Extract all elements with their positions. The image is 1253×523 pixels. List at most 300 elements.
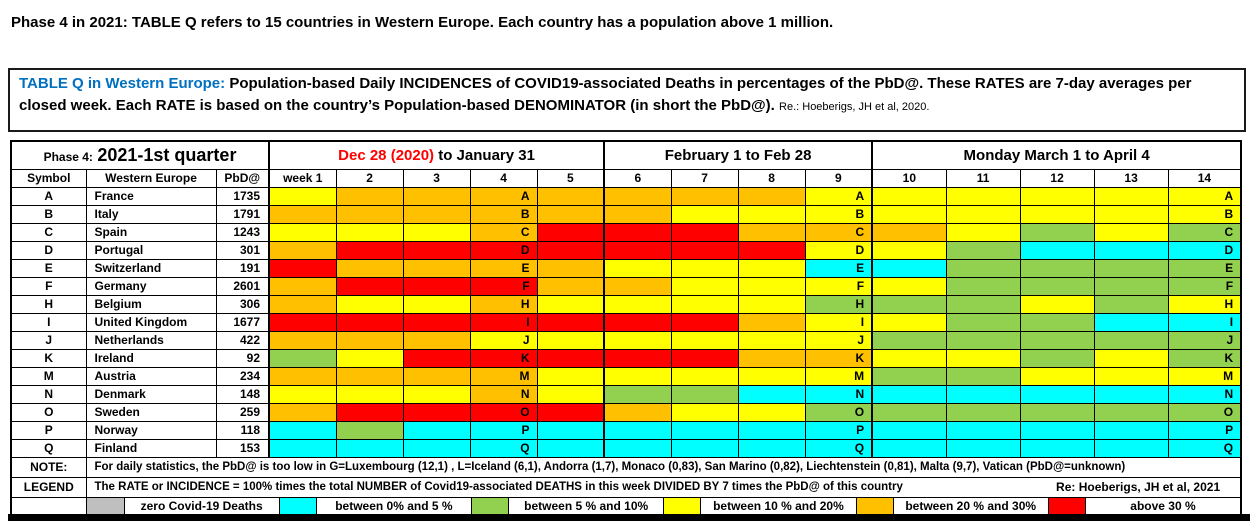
week-5-cell-Q <box>537 439 604 457</box>
week-11-cell-B <box>946 205 1020 223</box>
week-9-cell-H: H <box>805 295 872 313</box>
week-6-cell-A <box>604 187 671 205</box>
column-header-row <box>11 169 1241 187</box>
country-name-cell: Ireland <box>86 349 216 367</box>
week-4-cell-H: H <box>470 295 537 313</box>
week-5-cell-N <box>537 385 604 403</box>
week-13-cell-M <box>1094 367 1168 385</box>
week-5-cell-H <box>537 295 604 313</box>
week-3-cell-J <box>403 331 470 349</box>
symbol-cell-Q: Q <box>11 439 86 457</box>
week-12-cell-P <box>1020 421 1094 439</box>
week-1-cell-C <box>269 223 336 241</box>
week-9-cell-I: I <box>805 313 872 331</box>
week-1-cell-B <box>269 205 336 223</box>
legend-swatch-r <box>1048 498 1086 516</box>
week-12-cell-A <box>1020 187 1094 205</box>
legend-reference: Re: Hoeberigs, JH et al, 2021 <box>1056 480 1221 494</box>
legend-swatch-o <box>856 498 894 516</box>
pbd-value-cell: 1677 <box>216 313 269 331</box>
week-12-cell-E <box>1020 259 1094 277</box>
week-8-cell-E <box>738 259 805 277</box>
week-7-cell-K <box>671 349 738 367</box>
country-row-E <box>11 259 1241 277</box>
symbol-cell-K: K <box>11 349 86 367</box>
country-row-K <box>11 349 1241 367</box>
bottom-divider-bar <box>8 514 1250 521</box>
week-8-cell-H <box>738 295 805 313</box>
week-8-cell-K <box>738 349 805 367</box>
table-q <box>10 140 1242 518</box>
country-row-M <box>11 367 1241 385</box>
week-11-cell-O <box>946 403 1020 421</box>
week-12-cell-O <box>1020 403 1094 421</box>
legend-item-label: above 30 % <box>1130 498 1196 513</box>
week-6-cell-K <box>604 349 671 367</box>
week-6-cell-B <box>604 205 671 223</box>
week-13-cell-Q <box>1094 439 1168 457</box>
info-box-title: TABLE Q in Western Europe: <box>19 75 226 92</box>
week-7-cell-H <box>671 295 738 313</box>
header-symbol: Symbol <box>11 169 86 187</box>
week-2-cell-J <box>336 331 403 349</box>
week-7-cell-E <box>671 259 738 277</box>
header-week-5: 5 <box>537 169 604 187</box>
week-7-cell-P <box>671 421 738 439</box>
week-10-cell-P <box>872 421 946 439</box>
week-3-cell-D <box>403 241 470 259</box>
week-5-cell-D <box>537 241 604 259</box>
week-4-cell-B: B <box>470 205 537 223</box>
week-9-cell-P: P <box>805 421 872 439</box>
country-name-cell: Portugal <box>86 241 216 259</box>
week-3-cell-E <box>403 259 470 277</box>
country-name-cell: Italy <box>86 205 216 223</box>
legend-swatch-g <box>471 498 509 516</box>
info-box-reference: Re.: Hoeberigs, JH et al, 2020. <box>779 100 930 113</box>
week-13-cell-O <box>1094 403 1168 421</box>
week-12-cell-D <box>1020 241 1094 259</box>
week-6-cell-H <box>604 295 671 313</box>
week-14-cell-F: F <box>1168 277 1241 295</box>
country-row-J <box>11 331 1241 349</box>
week-1-cell-N <box>269 385 336 403</box>
symbol-cell-M: M <box>11 367 86 385</box>
week-2-cell-D <box>336 241 403 259</box>
week-10-cell-I <box>872 313 946 331</box>
week-12-cell-C <box>1020 223 1094 241</box>
week-4-cell-E: E <box>470 259 537 277</box>
week-6-cell-D <box>604 241 671 259</box>
week-11-cell-A <box>946 187 1020 205</box>
country-row-I <box>11 313 1241 331</box>
week-2-cell-P <box>336 421 403 439</box>
country-row-C <box>11 223 1241 241</box>
week-10-cell-K <box>872 349 946 367</box>
week-1-cell-Q <box>269 439 336 457</box>
week-8-cell-C <box>738 223 805 241</box>
week-2-cell-O <box>336 403 403 421</box>
week-10-cell-F <box>872 277 946 295</box>
week-13-cell-P <box>1094 421 1168 439</box>
week-6-cell-O <box>604 403 671 421</box>
week-13-cell-A <box>1094 187 1168 205</box>
week-14-cell-K: K <box>1168 349 1241 367</box>
week-10-cell-B <box>872 205 946 223</box>
week-10-cell-M <box>872 367 946 385</box>
week-1-cell-P <box>269 421 336 439</box>
week-9-cell-K: K <box>805 349 872 367</box>
week-2-cell-M <box>336 367 403 385</box>
week-3-cell-K <box>403 349 470 367</box>
week-13-cell-E <box>1094 259 1168 277</box>
week-10-cell-H <box>872 295 946 313</box>
week-9-cell-C: C <box>805 223 872 241</box>
header-week-10: 10 <box>872 169 946 187</box>
week-3-cell-Q <box>403 439 470 457</box>
legend-item-label: between 10 % and 20% <box>713 498 844 513</box>
country-row-P <box>11 421 1241 439</box>
pbd-value-cell: 234 <box>216 367 269 385</box>
header-week-2: 2 <box>336 169 403 187</box>
week-8-cell-F <box>738 277 805 295</box>
pbd-value-cell: 92 <box>216 349 269 367</box>
week-5-cell-B <box>537 205 604 223</box>
week-3-cell-A <box>403 187 470 205</box>
phase-label: Phase 4: <box>43 149 93 164</box>
symbol-cell-O: O <box>11 403 86 421</box>
period-header-february: February 1 to Feb 28 <box>604 141 872 169</box>
period1-highlight: Dec 28 (2020) <box>338 146 435 164</box>
week-9-cell-M: M <box>805 367 872 385</box>
week-5-cell-P <box>537 421 604 439</box>
week-9-cell-O: O <box>805 403 872 421</box>
header-week-1: week 1 <box>269 169 336 187</box>
legend-swatch-c <box>279 498 317 516</box>
week-14-cell-H: H <box>1168 295 1241 313</box>
week-1-cell-A <box>269 187 336 205</box>
week-11-cell-E <box>946 259 1020 277</box>
week-7-cell-N <box>671 385 738 403</box>
pbd-value-cell: 2601 <box>216 277 269 295</box>
week-4-cell-O: O <box>470 403 537 421</box>
week-9-cell-J: J <box>805 331 872 349</box>
pbd-value-cell: 301 <box>216 241 269 259</box>
week-4-cell-D: D <box>470 241 537 259</box>
country-row-O <box>11 403 1241 421</box>
week-2-cell-E <box>336 259 403 277</box>
week-13-cell-H <box>1094 295 1168 313</box>
week-13-cell-B <box>1094 205 1168 223</box>
week-7-cell-J <box>671 331 738 349</box>
week-11-cell-D <box>946 241 1020 259</box>
symbol-cell-E: E <box>11 259 86 277</box>
week-11-cell-H <box>946 295 1020 313</box>
week-1-cell-M <box>269 367 336 385</box>
week-11-cell-F <box>946 277 1020 295</box>
legend-item-label: zero Covid-19 Deaths <box>140 498 263 513</box>
week-1-cell-K <box>269 349 336 367</box>
week-5-cell-J <box>537 331 604 349</box>
pbd-value-cell: 306 <box>216 295 269 313</box>
legend-swatch-gray <box>87 498 125 516</box>
pbd-value-cell: 191 <box>216 259 269 277</box>
week-12-cell-F <box>1020 277 1094 295</box>
week-4-cell-Q: Q <box>470 439 537 457</box>
week-2-cell-K <box>336 349 403 367</box>
header-week-6: 6 <box>604 169 671 187</box>
header-week-11: 11 <box>946 169 1020 187</box>
week-3-cell-B <box>403 205 470 223</box>
symbol-cell-D: D <box>11 241 86 259</box>
week-11-cell-M <box>946 367 1020 385</box>
note-text: For daily statistics, the PbD@ is too low in G=Luxembourg (12,1) , L=Iceland (6,1), Andorra (1,7), Monaco (0,83), San Marino (0,82), Liechtenstein (0,81), Malta (9,7), Vatican (PbD@=unknown) <box>86 457 1241 477</box>
week-1-cell-E <box>269 259 336 277</box>
week-4-cell-C: C <box>470 223 537 241</box>
week-11-cell-C <box>946 223 1020 241</box>
week-9-cell-F: F <box>805 277 872 295</box>
week-9-cell-Q: Q <box>805 439 872 457</box>
week-7-cell-D <box>671 241 738 259</box>
week-9-cell-D: D <box>805 241 872 259</box>
symbol-cell-I: I <box>11 313 86 331</box>
symbol-cell-A: A <box>11 187 86 205</box>
week-6-cell-M <box>604 367 671 385</box>
week-1-cell-J <box>269 331 336 349</box>
legend-label-cell: LEGEND <box>11 477 86 497</box>
week-6-cell-F <box>604 277 671 295</box>
legend-swatch-y <box>663 498 701 516</box>
week-10-cell-N <box>872 385 946 403</box>
week-5-cell-K <box>537 349 604 367</box>
week-7-cell-C <box>671 223 738 241</box>
pbd-value-cell: 1243 <box>216 223 269 241</box>
week-4-cell-J: J <box>470 331 537 349</box>
country-name-cell: Belgium <box>86 295 216 313</box>
week-4-cell-I: I <box>470 313 537 331</box>
week-9-cell-A: A <box>805 187 872 205</box>
week-14-cell-C: C <box>1168 223 1241 241</box>
legend-item-label: between 20 % and 30% <box>905 498 1037 513</box>
week-9-cell-N: N <box>805 385 872 403</box>
week-13-cell-I <box>1094 313 1168 331</box>
week-8-cell-I <box>738 313 805 331</box>
period-header-january <box>269 141 604 169</box>
week-12-cell-H <box>1020 295 1094 313</box>
week-14-cell-P: P <box>1168 421 1241 439</box>
pbd-value-cell: 1791 <box>216 205 269 223</box>
week-3-cell-F <box>403 277 470 295</box>
week-1-cell-O <box>269 403 336 421</box>
week-11-cell-I <box>946 313 1020 331</box>
note-row <box>11 457 1241 477</box>
week-10-cell-O <box>872 403 946 421</box>
week-3-cell-N <box>403 385 470 403</box>
country-name-cell: Austria <box>86 367 216 385</box>
week-4-cell-N: N <box>470 385 537 403</box>
page-title: Phase 4 in 2021: TABLE Q refers to 15 countries in Western Europe. Each country has a population above 1 million. <box>11 14 834 31</box>
week-9-cell-E: E <box>805 259 872 277</box>
week-12-cell-Q <box>1020 439 1094 457</box>
week-12-cell-K <box>1020 349 1094 367</box>
info-box <box>8 68 1246 132</box>
week-14-cell-D: D <box>1168 241 1241 259</box>
country-name-cell: Germany <box>86 277 216 295</box>
symbol-cell-C: C <box>11 223 86 241</box>
week-8-cell-B <box>738 205 805 223</box>
country-name-cell: Switzerland <box>86 259 216 277</box>
week-6-cell-P <box>604 421 671 439</box>
week-6-cell-Q <box>604 439 671 457</box>
week-2-cell-A <box>336 187 403 205</box>
week-4-cell-F: F <box>470 277 537 295</box>
week-7-cell-O <box>671 403 738 421</box>
week-3-cell-H <box>403 295 470 313</box>
week-10-cell-E <box>872 259 946 277</box>
header-pbd: PbD@ <box>216 169 269 187</box>
legend-item-label: between 5 % and 10% <box>524 498 649 513</box>
week-8-cell-P <box>738 421 805 439</box>
week-14-cell-E: E <box>1168 259 1241 277</box>
week-2-cell-N <box>336 385 403 403</box>
week-13-cell-C <box>1094 223 1168 241</box>
week-14-cell-M: M <box>1168 367 1241 385</box>
header-week-14: 14 <box>1168 169 1241 187</box>
country-row-Q <box>11 439 1241 457</box>
week-10-cell-C <box>872 223 946 241</box>
week-9-cell-B: B <box>805 205 872 223</box>
week-2-cell-F <box>336 277 403 295</box>
week-8-cell-O <box>738 403 805 421</box>
week-2-cell-I <box>336 313 403 331</box>
legend-text-row <box>11 477 1241 497</box>
pbd-value-cell: 1735 <box>216 187 269 205</box>
week-7-cell-I <box>671 313 738 331</box>
country-name-cell: United Kingdom <box>86 313 216 331</box>
week-8-cell-A <box>738 187 805 205</box>
week-14-cell-O: O <box>1168 403 1241 421</box>
week-6-cell-C <box>604 223 671 241</box>
week-14-cell-B: B <box>1168 205 1241 223</box>
info-box-body: Population-based Daily INCIDENCES of COVID19-associated Deaths in percentages of the PbD@. These RATES are 7-day averages per closed week. Each RATE is based on the country’s Population-based DENOMINATOR (in short the PbD@). <box>19 75 1192 114</box>
week-8-cell-N <box>738 385 805 403</box>
week-11-cell-P <box>946 421 1020 439</box>
week-6-cell-N <box>604 385 671 403</box>
header-week-8: 8 <box>738 169 805 187</box>
week-3-cell-I <box>403 313 470 331</box>
legend-swatches <box>87 498 1241 516</box>
week-11-cell-Q <box>946 439 1020 457</box>
week-7-cell-B <box>671 205 738 223</box>
week-6-cell-J <box>604 331 671 349</box>
week-12-cell-I <box>1020 313 1094 331</box>
country-row-N <box>11 385 1241 403</box>
week-12-cell-J <box>1020 331 1094 349</box>
week-2-cell-Q <box>336 439 403 457</box>
week-6-cell-I <box>604 313 671 331</box>
week-1-cell-F <box>269 277 336 295</box>
week-13-cell-F <box>1094 277 1168 295</box>
country-name-cell: Sweden <box>86 403 216 421</box>
country-name-cell: France <box>86 187 216 205</box>
period-header-march: Monday March 1 to April 4 <box>872 141 1241 169</box>
country-name-cell: Denmark <box>86 385 216 403</box>
week-10-cell-D <box>872 241 946 259</box>
period-header-row <box>11 141 1241 169</box>
week-5-cell-E <box>537 259 604 277</box>
symbol-cell-H: H <box>11 295 86 313</box>
week-11-cell-N <box>946 385 1020 403</box>
week-7-cell-A <box>671 187 738 205</box>
week-12-cell-N <box>1020 385 1094 403</box>
country-row-F <box>11 277 1241 295</box>
week-4-cell-K: K <box>470 349 537 367</box>
week-13-cell-K <box>1094 349 1168 367</box>
week-1-cell-I <box>269 313 336 331</box>
week-2-cell-B <box>336 205 403 223</box>
note-label: NOTE: <box>11 457 86 477</box>
symbol-cell-J: J <box>11 331 86 349</box>
symbol-cell-B: B <box>11 205 86 223</box>
week-4-cell-M: M <box>470 367 537 385</box>
pbd-value-cell: 259 <box>216 403 269 421</box>
legend-text-cell <box>86 477 1241 497</box>
week-10-cell-J <box>872 331 946 349</box>
week-11-cell-J <box>946 331 1020 349</box>
header-week-4: 4 <box>470 169 537 187</box>
country-name-cell: Spain <box>86 223 216 241</box>
week-3-cell-M <box>403 367 470 385</box>
week-5-cell-C <box>537 223 604 241</box>
week-2-cell-C <box>336 223 403 241</box>
week-1-cell-H <box>269 295 336 313</box>
week-5-cell-F <box>537 277 604 295</box>
week-7-cell-F <box>671 277 738 295</box>
week-5-cell-I <box>537 313 604 331</box>
week-8-cell-J <box>738 331 805 349</box>
week-14-cell-I: I <box>1168 313 1241 331</box>
quarter-label: 2021-1st quarter <box>97 144 237 165</box>
header-week-3: 3 <box>403 169 470 187</box>
week-8-cell-M <box>738 367 805 385</box>
week-14-cell-N: N <box>1168 385 1241 403</box>
pbd-value-cell: 422 <box>216 331 269 349</box>
pbd-value-cell: 148 <box>216 385 269 403</box>
header-week-9: 9 <box>805 169 872 187</box>
week-14-cell-J: J <box>1168 331 1241 349</box>
week-11-cell-K <box>946 349 1020 367</box>
period1-rest: to January 31 <box>434 146 535 164</box>
symbol-cell-N: N <box>11 385 86 403</box>
header-week-13: 13 <box>1094 169 1168 187</box>
header-western-europe: Western Europe <box>86 169 216 187</box>
week-1-cell-D <box>269 241 336 259</box>
country-row-D <box>11 241 1241 259</box>
legend-formula: The RATE or INCIDENCE = 100% times the total NUMBER of Covid19-associated DEATHS in this week DIVIDED BY 7 times the PbD@ of this country <box>94 481 903 493</box>
country-row-B <box>11 205 1241 223</box>
header-week-7: 7 <box>671 169 738 187</box>
symbol-cell-F: F <box>11 277 86 295</box>
week-14-cell-Q: Q <box>1168 439 1241 457</box>
week-13-cell-J <box>1094 331 1168 349</box>
country-row-H <box>11 295 1241 313</box>
week-6-cell-E <box>604 259 671 277</box>
legend-item-label: between 0% and 5 % <box>335 498 453 513</box>
phase-header-cell <box>11 141 269 169</box>
week-12-cell-B <box>1020 205 1094 223</box>
week-4-cell-A: A <box>470 187 537 205</box>
pbd-value-cell: 153 <box>216 439 269 457</box>
